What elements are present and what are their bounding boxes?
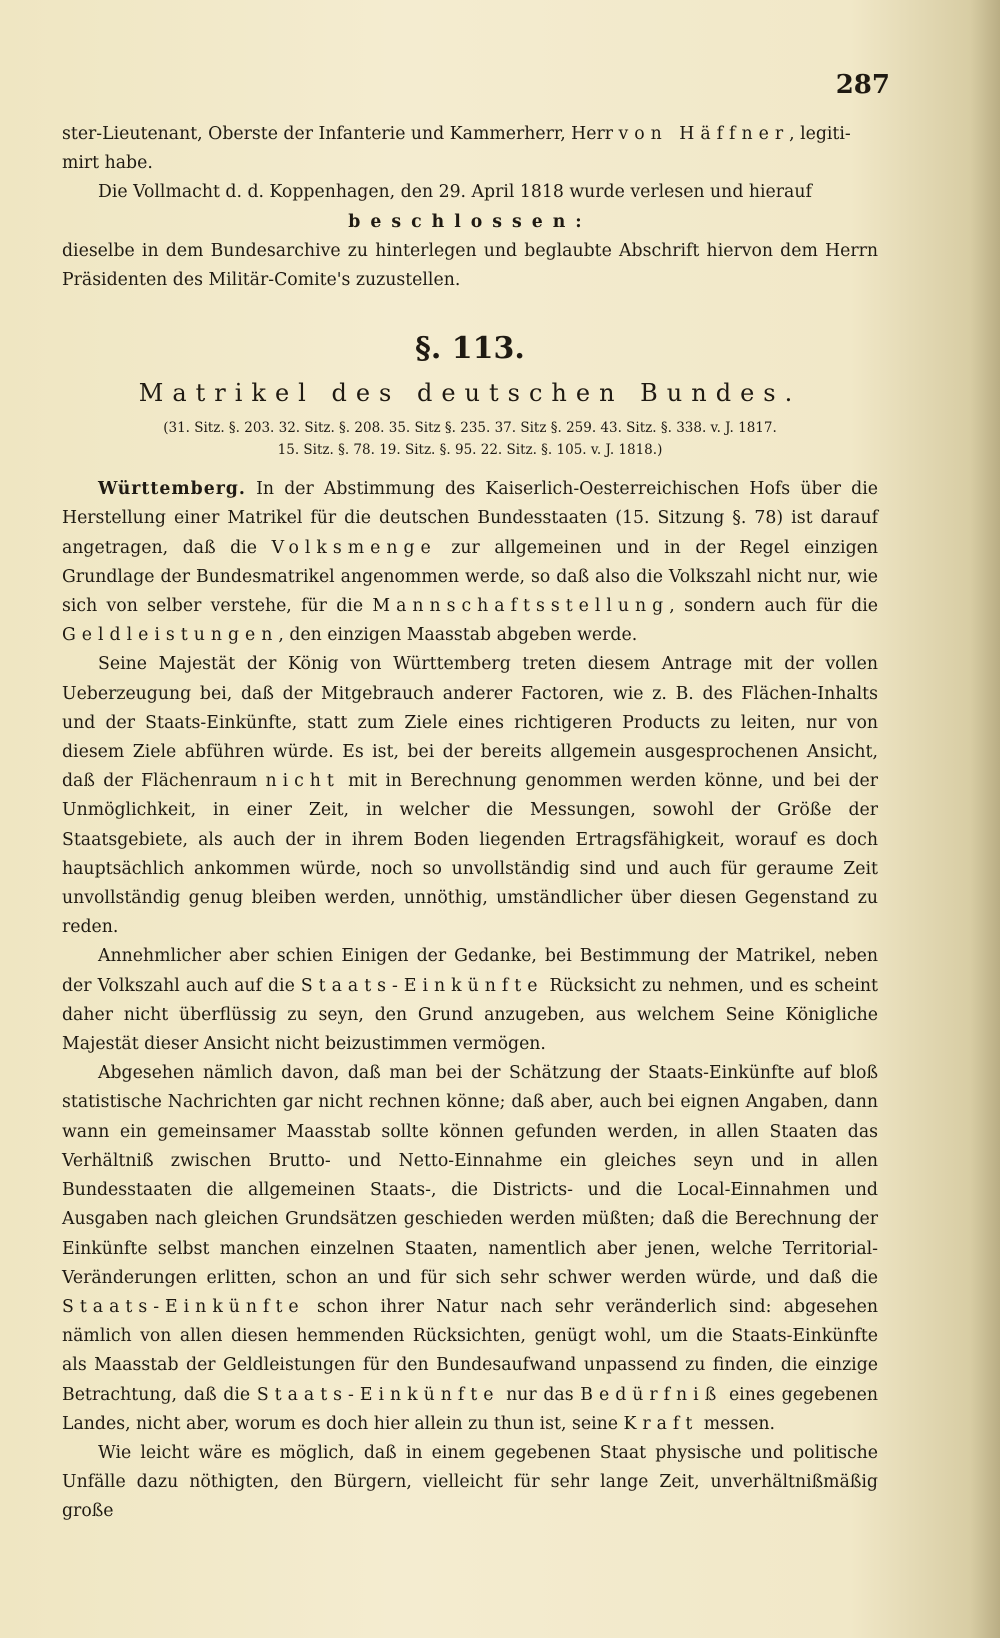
emphasis-beduerfniss: Bedürfniß xyxy=(580,1384,723,1405)
resolution-keyword: beschlossen: xyxy=(348,211,592,232)
page-number: 287 xyxy=(835,70,890,100)
emphasis-mannschaftsstellung: Mannschaftsstellung xyxy=(372,596,670,617)
emphasis-nicht: nicht xyxy=(265,771,340,792)
references-line1: (31. Sitz. §. 203. 32. Sitz. §. 208. 35. Sitz §. 235. 37. Sitz §. 259. 43. Sitz. §. 338. v. J. 1817. xyxy=(163,420,777,437)
references-line2: 15. Sitz. §. 78. 19. Sitz. §. 95. 22. Sitz. §. 105. v. J. 1818.) xyxy=(277,442,663,459)
paragraph-wie-leicht: Wie leicht wäre es möglich, daß in einem gegebenen Staat physische und politische Unfälle dazu nöthigten, den Bürgern, vielleicht für sehr lange Zeit, unverhältnißmäßig große xyxy=(62,1442,878,1522)
continuation-line1-b: , legiti- xyxy=(789,124,851,144)
paragraph-abgesehen xyxy=(62,1059,878,1439)
resolution-text: dieselbe in dem Bundesarchive zu hinterlegen und beglaubte Abschrift hiervon dem Herrn Präsidenten des Militär-Comite's zuzustellen. xyxy=(62,240,878,291)
paragraph1-text-d: , den einzigen Maasstab abgeben werde. xyxy=(278,625,638,646)
section-subtitle: Matrikel des deutschen Bundes. xyxy=(138,379,802,408)
emphasis-staats-einkuenfte: Staats-Einkünfte xyxy=(300,975,544,996)
paragraph2-text-a: Seine Majestät der König von Württemberg treten diesem Antrage mit der vollen Ueberzeugung bei, daß der Mitgebrauch anderer Factoren, wie z. B. des Flächen-Inhalts und der Staats-Einkünfte, statt zum Ziele eines richtigeren Products zu leiten, nur von diesem Ziele abführen würde. Es ist, bei der bereits allgemein ausgesprochenen Ansicht, daß der Flächenraum xyxy=(62,654,878,792)
section-title: §. 113. xyxy=(415,331,525,367)
continuation-paragraph xyxy=(62,120,878,178)
resolution-intro: Die Vollmacht d. d. Koppenhagen, den 29. April 1818 wurde verlesen und hierauf xyxy=(98,182,812,203)
paragraph1-text-c: , sondern auch für die xyxy=(669,596,878,617)
paragraph-wuerttemberg xyxy=(62,475,878,650)
continuation-line2: mirt habe. xyxy=(62,153,153,174)
paragraph3-text-b: Rücksicht zu nehmen, und es scheint daher nicht überflüssig zu seyn, den Grund anzugeben, aus welchem Seine Königliche Majestät dieser Ansicht nicht beizustimmen vermögen. xyxy=(62,975,878,1055)
emphasis-kraft: Kraft xyxy=(623,1413,699,1434)
paragraph-annehmlicher xyxy=(62,942,878,1059)
paragraph4-text-a: Abgesehen nämlich davon, daß man bei der Schätzung der Staats-Einkünfte auf bloß statistische Nachrichten gar nicht rechnen könne; daß aber, auch bei eignen Angaben, dann wann ein gemeinsamer Maasstab sollte können gefunden werden, in allen Staaten das Verhältniß zwischen Brutto- und Netto-Einnahme ein gleiches seyn und in allen Bundesstaaten die allgemeinen Staats-, die Districts- und die Local-Einnahmen und Ausgaben nach gleichen Grundsätzen geschieden werden müßten; daß die Berechnung der Einkünfte selbst manchen einzelnen Staaten, namentlich aber jenen, welche Territorial-Veränderungen erlitten, schon an und für sich sehr schwer werden würde, und daß die xyxy=(62,1063,878,1288)
paragraph-majesty xyxy=(62,650,878,942)
body-text xyxy=(62,120,878,1527)
paragraph1-text-a: In der Abstimmung des Kaiserlich-Oesterreichischen Hofs über die Herstellung einer Matrikel für die deutschen Bundesstaaten (15. Sitzung §. 78) ist darauf angetragen, daß die xyxy=(62,479,878,558)
emphasis-staats-einkuenfte-3: Staats-Einkünfte xyxy=(256,1384,500,1405)
paragraph1-text-b: zur allgemeinen und in der Regel einzigen Grundlage der Bundesmatrikel angenommen werde, so daß also die Volkszahl nicht nur, wie sich von selber verstehe, für die xyxy=(62,537,878,617)
paragraph3-text-a: Annehmlicher aber schien Einigen der Gedanke, bei Bestimmung der Matrikel, neben der Volkszahl auch auf die xyxy=(62,946,878,996)
emphasis-volksmenge: Volksmenge xyxy=(271,537,437,558)
emphasis-geldleistungen: Geldleistungen xyxy=(62,625,279,646)
paragraph4-text-e: messen. xyxy=(698,1413,775,1434)
paragraph4-text-d: eines gegebenen Landes, nicht aber, worum es doch hier allein zu thun ist, seine xyxy=(62,1384,878,1434)
person-name: von Häffner xyxy=(618,124,790,144)
emphasis-staats-einkuenfte-2: Staats-Einkünfte xyxy=(62,1296,305,1317)
paragraph2-text-b: mit in Berechnung genommen werden könne, und bei der Unmöglichkeit, in einer Zeit, in welcher die Messungen, sowohl der Größe der Staatsgebiete, als auch der in ihrem Boden liegenden Ertragsfähigkeit, worauf es doch hauptsächlich ankommen würde, noch so unvollständig sind und auch für geraume Zeit unvollständig genug bleiben werden, unnöthig, umständlicher über diesen Gegenstand zu reden. xyxy=(62,771,879,938)
paragraph4-text-b: schon ihrer Natur nach sehr veränderlich sind: abgesehen nämlich von allen diesen hemmenden Rücksichten, genügt wohl, um die Staats-Einkünfte als Maasstab der Geldleistungen für den Bundesaufwand unpassend zu finden, die einzige Betrachtung, daß die xyxy=(62,1296,878,1405)
paragraph4-text-c: nur das xyxy=(499,1384,581,1405)
section-references xyxy=(62,417,878,461)
state-name: Württemberg. xyxy=(98,479,246,500)
continuation-line1-a: ster-Lieutenant, Oberste der Infanterie und Kammerherr, Herr xyxy=(62,124,619,144)
